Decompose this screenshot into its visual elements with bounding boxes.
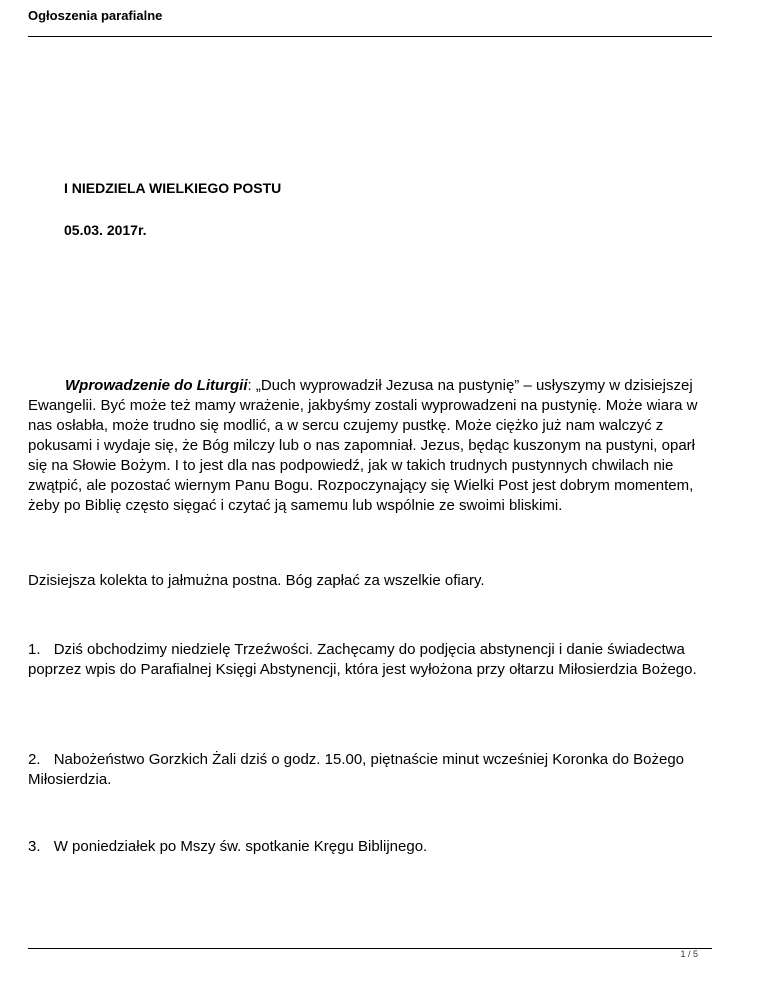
announcement-number: 2. <box>28 751 41 768</box>
liturgy-introduction <box>28 376 718 516</box>
announcement-item <box>28 837 718 857</box>
page-number: 1 / 5 <box>680 949 698 959</box>
document-heading: I NIEDZIELA WIELKIEGO POSTU <box>64 180 282 196</box>
footer-divider <box>28 948 712 949</box>
collection-note: Dzisiejsza kolekta to jałmużna postna. Bóg zapłać za wszelkie ofiary. <box>28 572 485 589</box>
announcement-item <box>28 640 718 680</box>
announcement-text: Nabożeństwo Gorzkich Żali dziś o godz. 15.00, piętnaście minut wcześniej Koronka do Bożego Miłosierdzia. <box>28 751 685 788</box>
page-header-title: Ogłoszenia parafialne <box>28 8 163 23</box>
announcement-number: 3. <box>28 838 41 855</box>
announcement-text: Dziś obchodzimy niedzielę Trzeźwości. Zachęcamy do podjęcia abstynencji i danie świadectwa poprzez wpis do Parafialnej Księgi Abstynencji, która jest wyłożona przy ołtarzu Miłosierdzia Bożego. <box>28 641 697 678</box>
header-divider <box>28 36 712 37</box>
document-date: 05.03. 2017r. <box>64 222 147 238</box>
announcement-number: 1. <box>28 641 41 658</box>
intro-text: : „Duch wyprowadził Jezusa na pustynię” – usłyszymy w dzisiejszej Ewangelii. Być może też mamy wrażenie, jakbyśmy zostali wyprowadzeni na pustynię. Może wiara w nas osłabła, może trudno się modlić, a w sercu czujemy pustkę. Może ciężko już nam walczyć z pokusami i wydaje się, że Bóg milczy lub o nas zapomniał. Jezus, będąc kuszonym na pustyni, oparł się na Słowie Bożym. I to jest dla nas podpowiedź, jak w takich trudnych pustynnych chwilach nie zwątpić, ale pozostać wiernym Panu Bogu. Rozpoczynający się Wielki Post jest dobrym momentem, żeby po Biblię często sięgać i czytać ją samemu lub wspólnie ze swoimi bliskimi. <box>28 377 698 514</box>
intro-label: Wprowadzenie do Liturgii <box>65 377 248 394</box>
announcement-item <box>28 750 718 790</box>
announcement-text: W poniedziałek po Mszy św. spotkanie Kręgu Biblijnego. <box>53 838 428 855</box>
